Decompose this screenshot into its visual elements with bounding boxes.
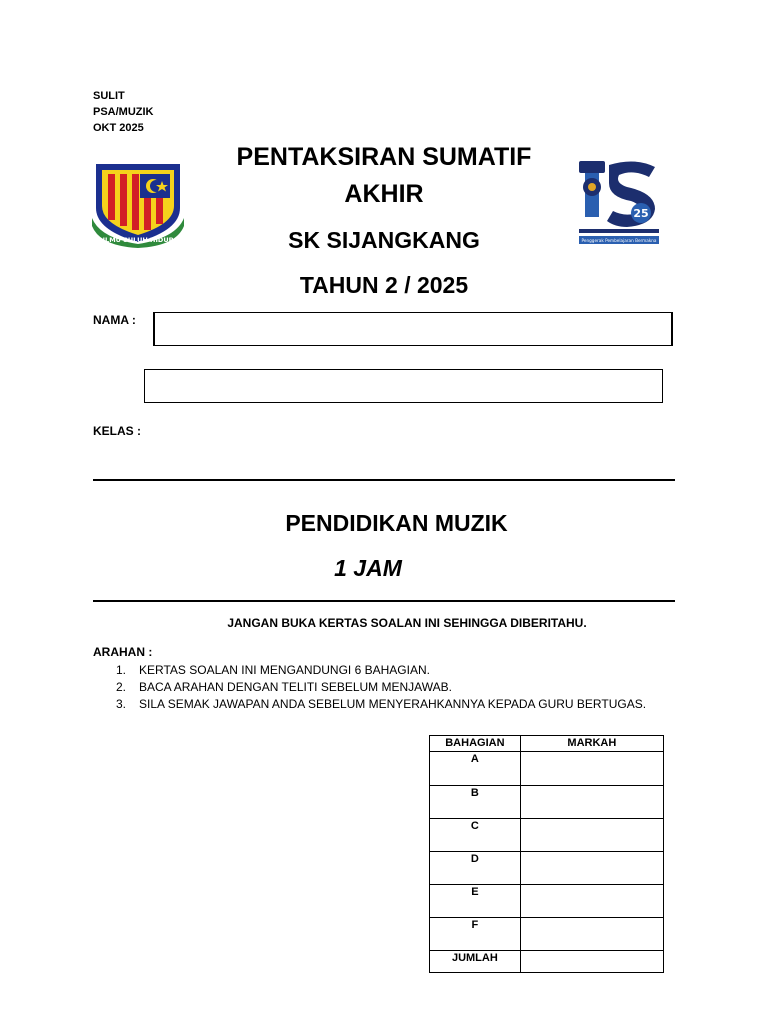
warning-notice: JANGAN BUKA KERTAS SOALAN INI SEHINGGA DIBERITAHU. (227, 616, 587, 630)
arahan-item: 1. KERTAS SOALAN INI MENGANDUNGI 6 BAHAGIAN. (116, 663, 430, 677)
svg-text:25: 25 (633, 207, 649, 220)
exam-year: TAHUN 2 / 2025 (299, 272, 469, 298)
header-code-sulit: SULIT (93, 90, 125, 102)
header-codes (93, 88, 154, 136)
school-name: SK SIJANGKANG (288, 227, 480, 253)
ts25-program-logo (575, 157, 663, 247)
exam-title (200, 139, 568, 213)
markah-table (429, 735, 664, 973)
section-cell: D (430, 852, 521, 885)
col-header-bahagian: BAHAGIAN (430, 736, 521, 752)
arahan-item: 3. SILA SEMAK JAWAPAN ANDA SEBELUM MENYERAHKANNYA KEPADA GURU BERTUGAS. (116, 697, 647, 711)
school-crest-logo (90, 160, 186, 248)
col-header-markah: MARKAH (520, 736, 663, 752)
section-cell: F (430, 918, 521, 951)
table-row-total (430, 951, 664, 973)
mark-cell[interactable] (520, 786, 663, 819)
mark-cell[interactable] (520, 918, 663, 951)
ts25-caption: Penggerak Pembelajaran Bermakna (581, 238, 657, 243)
table-row (430, 819, 664, 852)
total-mark-cell[interactable] (520, 951, 663, 973)
kelas-label: KELAS : (93, 424, 141, 438)
exam-duration: 1 JAM (334, 555, 402, 581)
subject-name: PENDIDIKAN MUZIK (285, 510, 508, 536)
table-row (430, 885, 664, 918)
section-cell: A (430, 752, 521, 786)
divider-top (93, 479, 675, 481)
exam-title-line2: AKHIR (344, 180, 424, 208)
mark-cell[interactable] (520, 852, 663, 885)
section-cell: B (430, 786, 521, 819)
crest-motto: ILMU SULUH HIDUP (102, 236, 174, 244)
table-row (430, 752, 664, 786)
table-row (430, 918, 664, 951)
header-code-subject: PSA/MUZIK (93, 106, 154, 118)
table-row (430, 786, 664, 819)
arahan-list (116, 662, 646, 713)
mark-cell[interactable] (520, 819, 663, 852)
arahan-label: ARAHAN : (93, 645, 153, 659)
table-row (430, 852, 664, 885)
header-code-date: OKT 2025 (93, 122, 144, 134)
section-cell: E (430, 885, 521, 918)
nama-field-line2[interactable] (144, 369, 663, 403)
nama-label: NAMA : (93, 313, 136, 327)
mark-cell[interactable] (520, 885, 663, 918)
exam-title-line1: PENTAKSIRAN SUMATIF (236, 143, 532, 171)
nama-field-line1[interactable] (153, 312, 673, 346)
divider-bottom (93, 600, 675, 602)
mark-cell[interactable] (520, 752, 663, 786)
section-cell: C (430, 819, 521, 852)
total-label-cell: JUMLAH (430, 951, 521, 973)
arahan-item: 2. BACA ARAHAN DENGAN TELITI SEBELUM MENJAWAB. (116, 680, 452, 694)
